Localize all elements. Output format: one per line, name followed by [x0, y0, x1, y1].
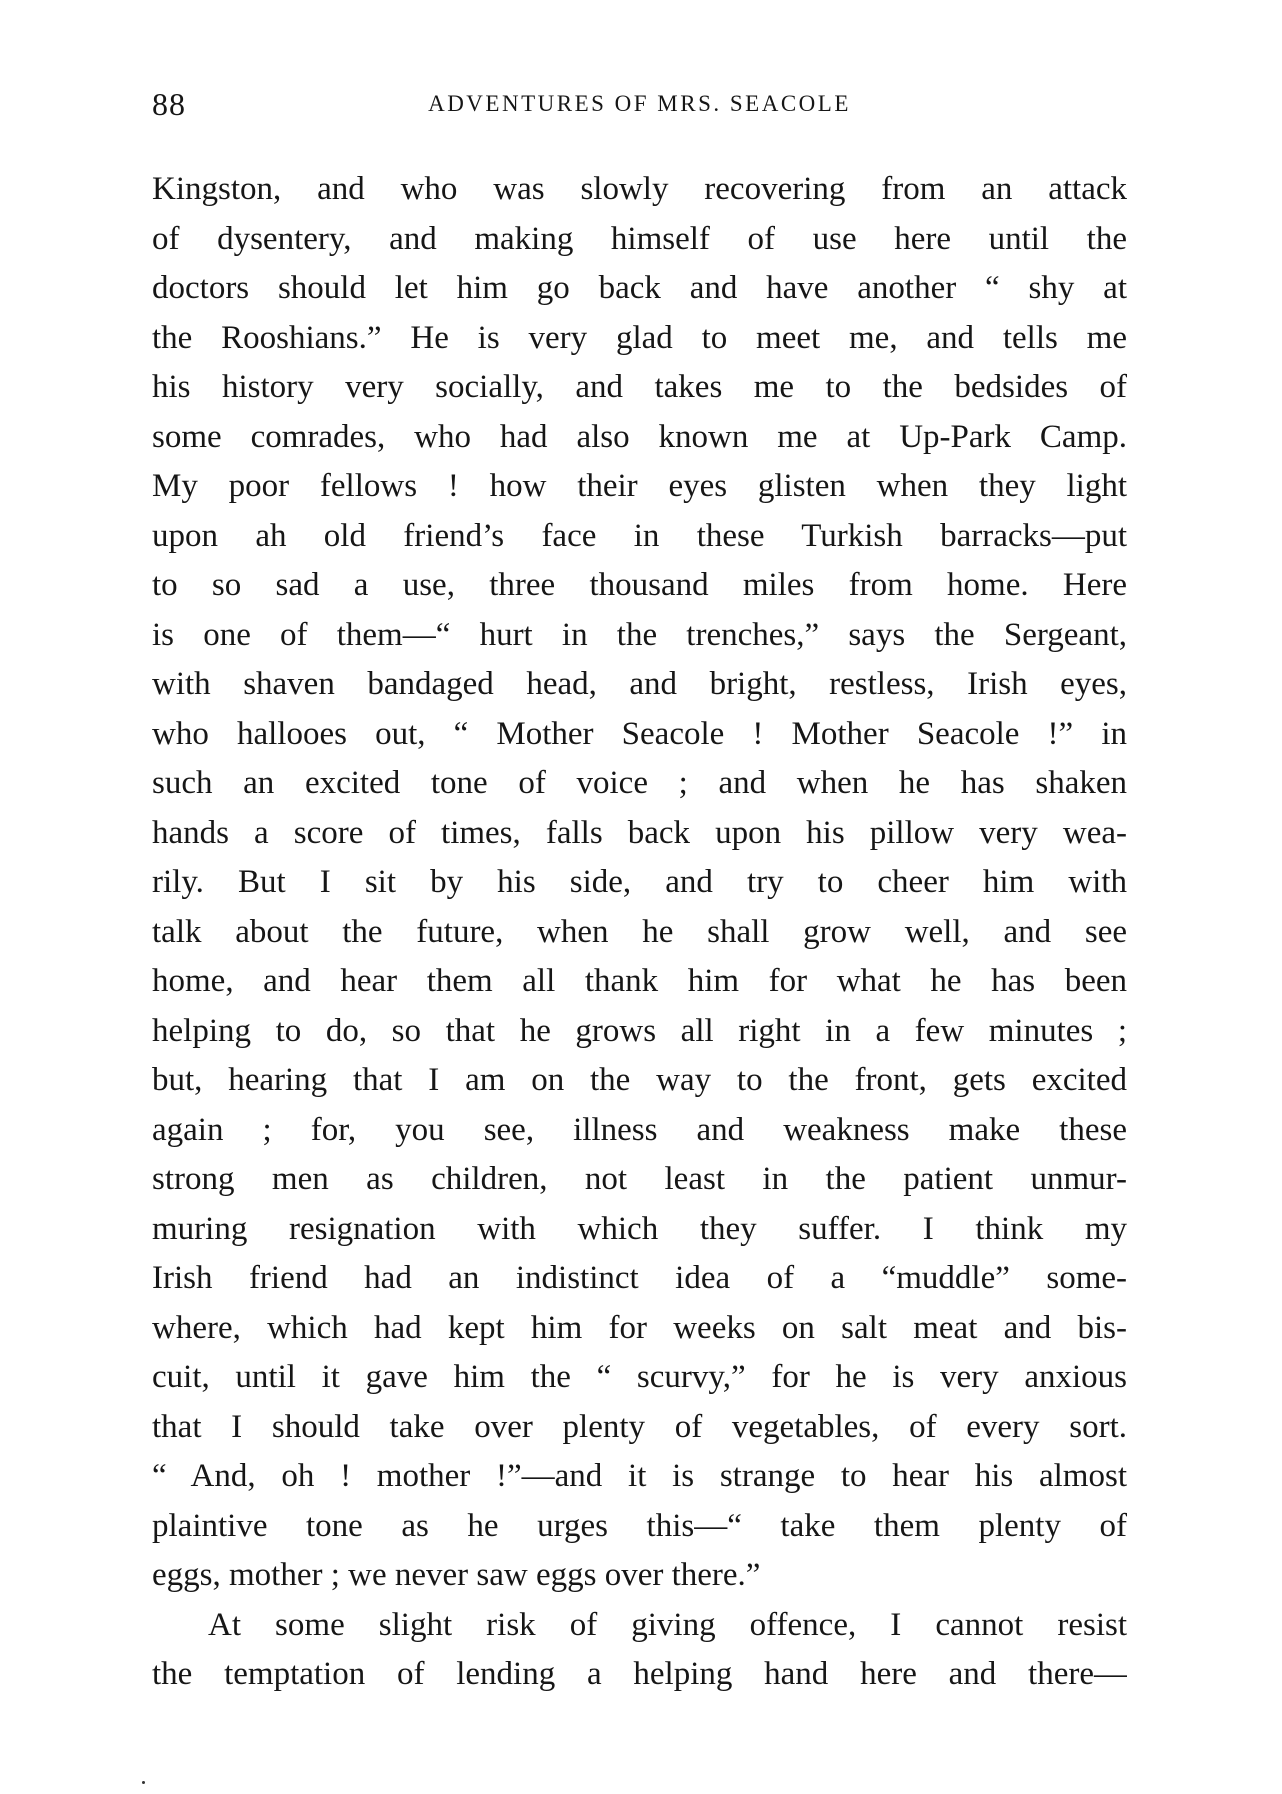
text-line: home, and hear them all thank him for what he has been: [152, 963, 1127, 999]
text-line: some comrades, who had also known me at Up-Park Camp.: [152, 418, 1127, 455]
text-line: Kingston, and who was slowly recovering from an attack: [152, 171, 1127, 207]
text-line: of dysentery, and making himself of use here until the: [152, 220, 1127, 257]
text-line: is one of them—“ hurt in the trenches,” says the Sergeant,: [152, 616, 1127, 653]
text-line: but, hearing that I am on the way to the front, gets excited: [152, 1062, 1127, 1098]
paragraph-start-line: At some slight risk of giving offence, I cannot resist: [208, 1606, 1127, 1643]
text-line: upon ah old friend’s face in these Turkish barracks—put: [152, 517, 1127, 554]
text-line: such an excited tone of voice ; and when he has shaken: [152, 765, 1127, 801]
text-line: who hallooes out, “ Mother Seacole ! Mother Seacole !” in: [152, 715, 1127, 752]
text-line: cuit, until it gave him the “ scurvy,” for he is very anxious: [152, 1359, 1127, 1395]
text-line: eggs, mother ; we never saw eggs over there.”: [152, 1557, 761, 1593]
text-line: talk about the future, when he shall grow well, and see: [152, 913, 1127, 950]
text-line: to so sad a use, three thousand miles from home. Here: [152, 567, 1127, 603]
text-line: again ; for, you see, illness and weakness make these: [152, 1111, 1127, 1148]
text-line: rily. But I sit by his side, and try to cheer him with: [152, 864, 1127, 900]
text-line: hands a score of times, falls back upon his pillow very wea-: [152, 814, 1127, 851]
running-title: ADVENTURES OF MRS. SEACOLE: [428, 91, 851, 116]
text-line: his history very socially, and takes me to the bedsides of: [152, 369, 1127, 405]
text-line: My poor fellows ! how their eyes glisten when they light: [152, 468, 1127, 504]
text-line: the Rooshians.” He is very glad to meet me, and tells me: [152, 319, 1127, 356]
body-text: [152, 165, 1127, 1700]
text-line: strong men as children, not least in the patient unmur-: [152, 1161, 1127, 1197]
page-number: 88: [152, 86, 186, 122]
text-line: where, which had kept him for weeks on salt meat and bis-: [152, 1309, 1127, 1346]
text-line: with shaven bandaged head, and bright, restless, Irish eyes,: [152, 666, 1127, 702]
text-line: the temptation of lending a helping hand here and there—: [152, 1656, 1127, 1692]
stray-ink-dot: [142, 1781, 145, 1784]
text-line: Irish friend had an indistinct idea of a “muddle” some-: [152, 1260, 1127, 1296]
text-line: muring resignation with which they suffer. I think my: [152, 1210, 1127, 1247]
running-head: [152, 80, 1127, 128]
text-line: “ And, oh ! mother !”—and it is strange to hear his almost: [152, 1458, 1127, 1494]
text-line: plaintive tone as he urges this—“ take them plenty of: [152, 1507, 1127, 1544]
text-line: helping to do, so that he grows all right in a few minutes ;: [152, 1012, 1127, 1049]
text-line: doctors should let him go back and have another “ shy at: [152, 270, 1127, 306]
text-line: that I should take over plenty of vegetables, of every sort.: [152, 1408, 1127, 1445]
